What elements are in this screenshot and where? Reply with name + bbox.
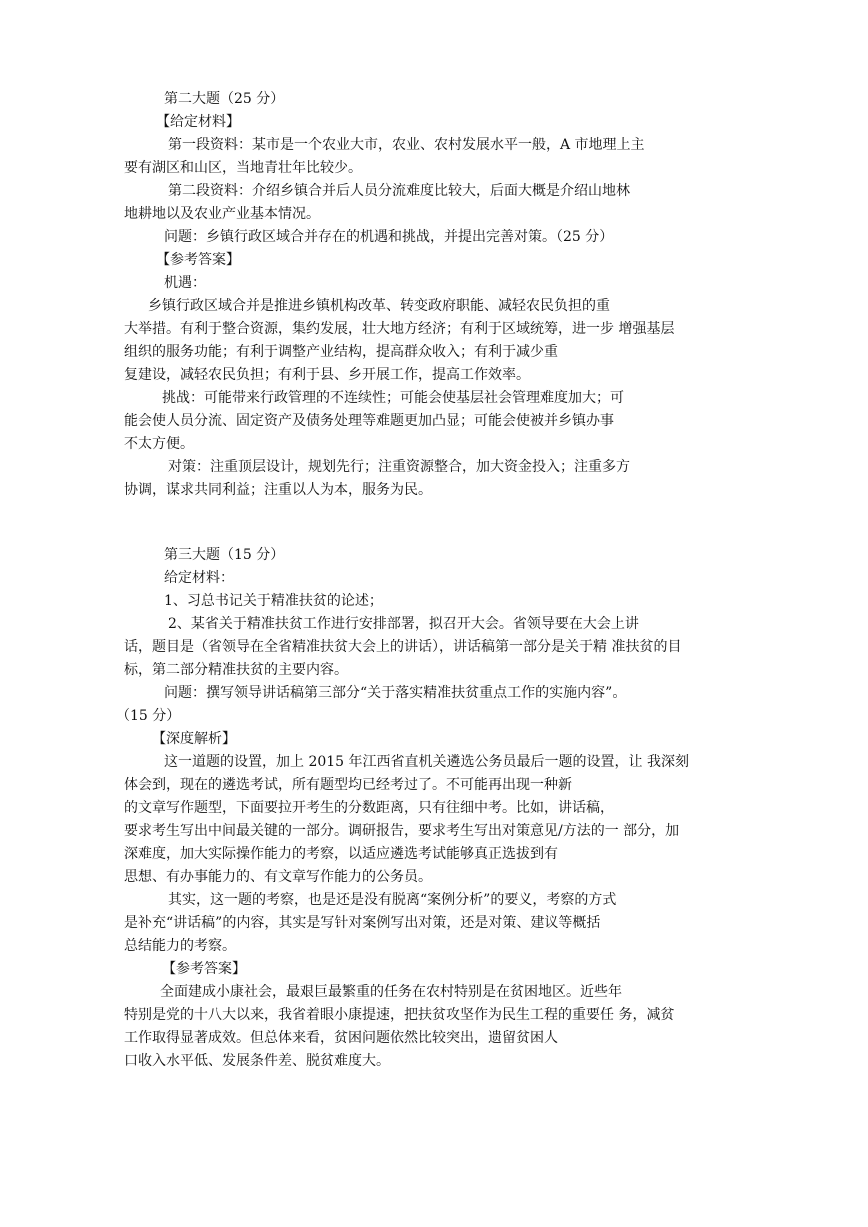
paragraph-line: 乡镇行政区域合并是推进乡镇机构改革、转变政府职能、减轻农民负担的重 (148, 298, 610, 314)
answer-heading: 【参考答案】 (162, 961, 246, 977)
answer-heading: 【参考答案】 (156, 252, 240, 268)
paragraph-line: 能会使人员分流、固定资产及债务处理等难题更加凸显；可能会使被并乡镇办事 (124, 413, 614, 429)
paragraph-line: 话，题目是（省领导在全省精准扶贫大会上的讲话），讲话稿第一部分是关于精 准扶贫的目 (124, 639, 682, 655)
paragraph-line: 全面建成小康社会，最艰巨最繁重的任务在农村特别是在贫困地区。近些年 (160, 984, 622, 1000)
paragraph-line: 这一道题的设置，加上 2015 年江西省直机关遴选公务员最后一题的设置，让 我深刻 (164, 754, 689, 770)
section-title: 第二大题（25 分） (164, 91, 285, 107)
question-line: 问题：乡镇行政区域合并存在的机遇和挑战，并提出完善对策。（25 分） (164, 229, 614, 245)
material-heading: 【给定材料】 (156, 114, 240, 130)
question-line: 问题：撰写领导讲话稿第三部分“关于落实精准扶贫重点工作的实施内容”。 (164, 685, 627, 701)
paragraph-line: 地耕地以及农业产业基本情况。 (124, 206, 320, 222)
material-heading: 给定材料： (164, 570, 234, 586)
paragraph-line: 挑战：可能带来行政管理的不连续性；可能会使基层社会管理难度加大；可 (162, 390, 624, 406)
paragraph-line: 对策：注重顶层设计，规划先行；注重资源整合，加大资金投入；注重多方 (168, 459, 630, 475)
analysis-heading: 【深度解析】 (152, 731, 236, 747)
paragraph-line: 特别是党的十八大以来，我省着眼小康提速，把扶贫攻坚作为民生工程的重要任 务，减贫 (124, 1007, 675, 1023)
paragraph-line: 其实，这一题的考察，也是还是没有脱离“案例分析”的要义，考察的方式 (168, 892, 617, 908)
paragraph-line: 大举措。有利于整合资源，集约发展，壮大地方经济；有利于区域统筹，进一步 增强基层 (124, 321, 675, 337)
paragraph-line: 复建设，减轻农民负担；有利于县、乡开展工作，提高工作效率。 (124, 367, 530, 383)
paragraph-line: 机遇： (164, 275, 206, 291)
paragraph-line: 协调，谋求共同利益；注重以人为本，服务为民。 (124, 482, 432, 498)
paragraph-line: 2、某省关于精准扶贫工作进行安排部署，拟召开大会。省领导要在大会上讲 (168, 616, 639, 632)
section-title: 第三大题（15 分） (164, 547, 285, 563)
paragraph-line: 第一段资料：某市是一个农业大市，农业、农村发展水平一般，A 市地理上主 (168, 137, 645, 153)
paragraph-line: 工作取得显著成效。但总体来看，贫困问题依然比较突出，遗留贫困人 (124, 1030, 558, 1046)
section-question-3 (116, 544, 754, 1073)
paragraph-line: 要有湖区和山区，当地青壮年比较少。 (124, 160, 362, 176)
paragraph-line: 不太方便。 (124, 436, 194, 452)
paragraph-line: 思想、有办事能力的、有文章写作能力的公务员。 (124, 869, 432, 885)
paragraph-line: 总结能力的考察。 (124, 938, 236, 954)
paragraph-line: 深难度，加大实际操作能力的考察，以适应遴选考试能够真正选拔到有 (124, 846, 558, 862)
paragraph-line: 要求考生写出中间最关键的一部分。调研报告，要求考生写出对策意见/方法的一 部分，加 (124, 823, 680, 839)
paragraph-line: 第二段资料：介绍乡镇合并后人员分流难度比较大，后面大概是介绍山地林 (168, 183, 630, 199)
paragraph-line: 是补充“讲话稿”的内容，其实是写针对案例写出对策，还是对策、建议等概括 (124, 915, 601, 931)
section-question-2 (124, 88, 754, 502)
paragraph-line: 体会到，现在的遴选考试，所有题型均已经考过了。不可能再出现一种新 (124, 777, 572, 793)
paragraph-line: 标，第二部分精准扶贫的主要内容。 (124, 662, 348, 678)
paragraph-line: （15 分） (116, 708, 181, 724)
paragraph-line: 的文章写作题型，下面要拉开考生的分数距离，只有往细中考。比如，讲话稿， (124, 800, 614, 816)
paragraph-line: 组织的服务功能；有利于调整产业结构，提高群众收入；有利于减少重 (124, 344, 558, 360)
paragraph-line: 1、习总书记关于精准扶贫的论述； (164, 593, 383, 609)
paragraph-line: 口收入水平低、发展条件差、脱贫难度大。 (124, 1053, 390, 1069)
